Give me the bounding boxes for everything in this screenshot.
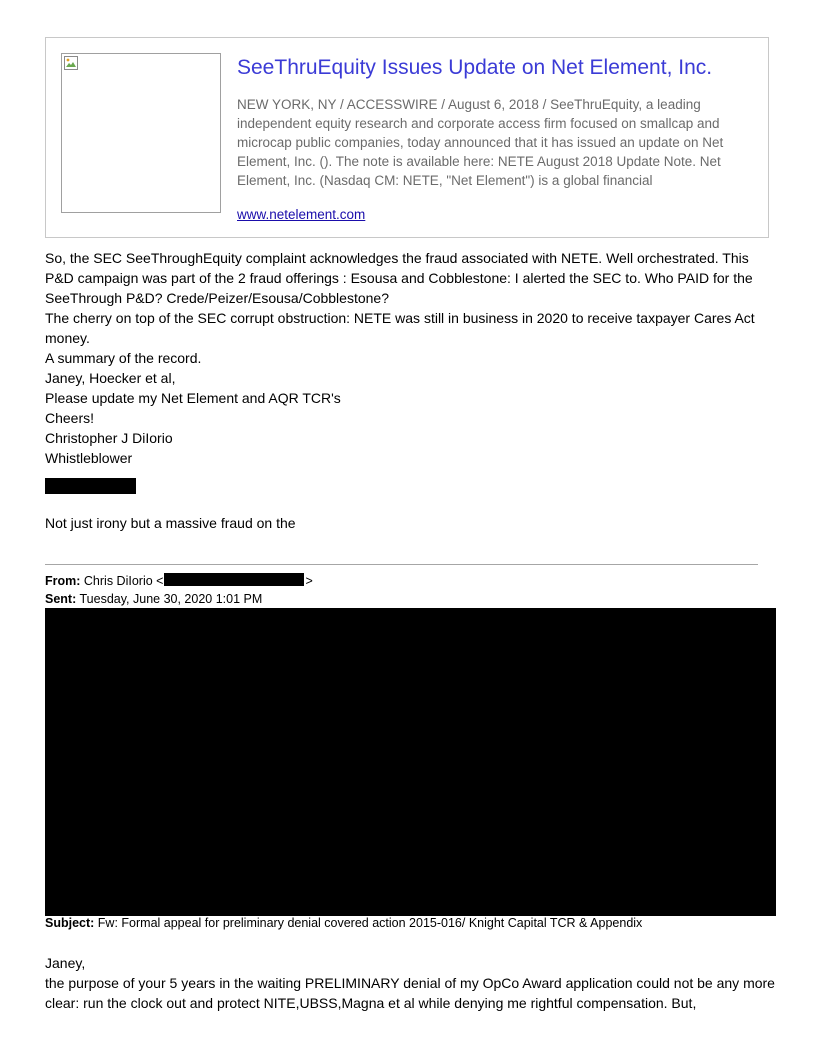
redaction-block: [45, 478, 136, 494]
from-close: >: [305, 574, 313, 588]
body-line: A summary of the record.: [45, 350, 202, 366]
body-line: Janey, Hoecker et al,: [45, 370, 176, 386]
preview-title[interactable]: SeeThruEquity Issues Update on Net Element, Inc.: [237, 56, 713, 79]
redaction-block: [45, 608, 776, 916]
body-paragraph: So, the SEC SeeThroughEquity complaint acknowledges the fraud associated with NETE. Well orchestrated. This P&D campaign was part of the 2 fraud offerings : Esousa and Cobblestone: I alerted the SEC to. Who PAID for the SeeThrough P&D? Crede/Peizer/Esousa/Cobblestone?: [45, 250, 753, 306]
sent-value: Tuesday, June 30, 2020 1:01 PM: [79, 592, 263, 606]
sent-label: Sent:: [45, 592, 77, 606]
from-label: From:: [45, 574, 81, 588]
subject-value: Fw: Formal appeal for preliminary denial covered action 2015-016/ Knight Capital TCR & Appendix: [97, 916, 643, 930]
message-body: [45, 248, 780, 468]
from-value: Chris DiIorio <: [83, 574, 164, 588]
body-line: Cheers!: [45, 410, 95, 426]
broken-image-icon: [64, 56, 78, 70]
redaction-block: [164, 573, 304, 586]
body-paragraph: the purpose of your 5 years in the waiting PRELIMINARY denial of my OpCo Award application could not be any more clear: run the clock out and protect NITE,UBSS,Magna et al while denying me rightful compensation. But,: [45, 975, 775, 1011]
signature-name: Christopher J DiIorio: [45, 430, 173, 446]
preview-description: NEW YORK, NY / ACCESSWIRE / August 6, 2018 / SeeThruEquity, a leading independent equity research and corporate access firm focused on smallcap and microcap public companies, today announced that it has issued an update on Net Element, Inc. (). The note is available here: NETE August 2018 Update Note. Net Element, Inc. (Nasdaq CM: NETE, "Net Element") is a global financial: [237, 97, 724, 188]
link-preview-card[interactable]: [45, 37, 769, 238]
sent-header: [45, 591, 262, 608]
forwarded-email-body: [45, 953, 780, 1013]
divider: [45, 564, 758, 565]
body-line: Not just irony but a massive fraud on the: [45, 515, 296, 531]
signature-title: Whistleblower: [45, 450, 133, 466]
salutation: Janey,: [45, 955, 86, 971]
preview-link[interactable]: www.netelement.com: [237, 207, 366, 222]
preview-image: [61, 53, 221, 213]
body-line: Please update my Net Element and AQR TCR's: [45, 390, 341, 406]
subject-label: Subject:: [45, 916, 95, 930]
from-header: [45, 573, 313, 590]
subject-header: [45, 915, 642, 932]
body-paragraph: The cherry on top of the SEC corrupt obstruction: NETE was still in business in 2020 to receive taxpayer Cares Act money.: [45, 310, 755, 346]
